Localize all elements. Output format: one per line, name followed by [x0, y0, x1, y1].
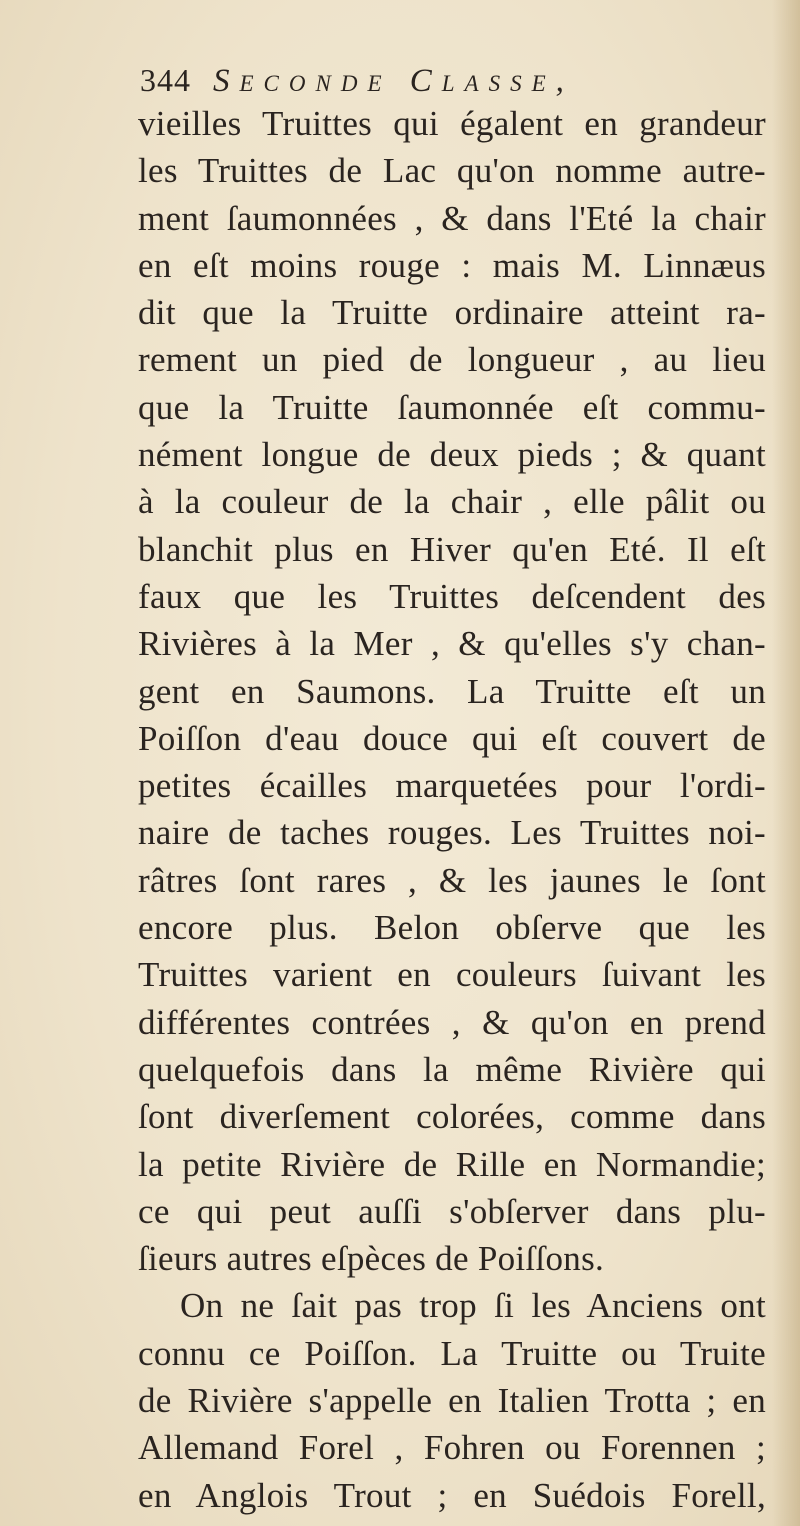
text-line: ce qui peut auſſi s'obſerver dans plu-	[138, 1191, 766, 1231]
text-line: ſieurs autres eſpèces de Poiſſons.	[138, 1239, 605, 1279]
text-line: différentes contrées , & qu'on en prend	[138, 1002, 766, 1042]
text-line: connu ce Poiſſon. La Truitte ou Truite	[138, 1333, 766, 1373]
text-line: encore plus. Belon obſerve que les	[138, 908, 766, 948]
text-line: Allemand Forel , Fohren ou Forennen ;	[138, 1428, 766, 1468]
body-text	[138, 100, 766, 1519]
text-line: que la Truitte ſaumonnée eſt commu-	[138, 387, 766, 427]
text-line: Rivières à la Mer , & qu'elles s'y chan-	[138, 624, 766, 664]
text-line: râtres ſont rares , & les jaunes le ſont	[138, 860, 766, 900]
text-line: nément longue de deux pieds ; & quant	[138, 435, 766, 475]
text-line: en eſt moins rouge : mais M. Linnæus	[138, 245, 766, 285]
text-line: naire de taches rouges. Les Truittes noi-	[138, 813, 766, 853]
text-line: petites écailles marquetées pour l'ordi-	[138, 766, 766, 806]
text-line: faux que les Truittes deſcendent des	[138, 576, 766, 616]
running-head: Seconde Classe,	[213, 63, 574, 99]
text-line: ſont diverſement colorées, comme dans	[138, 1097, 766, 1137]
text-line: blanchit plus en Hiver qu'en Eté. Il eſt	[138, 529, 766, 569]
page-number: 344	[140, 62, 191, 98]
text-line: Truittes varient en couleurs ſuivant les	[138, 955, 766, 995]
text-line: de Rivière s'appelle en Italien Trotta ; en	[138, 1381, 766, 1421]
page-edge-shadow	[772, 0, 800, 1526]
text-line: rement un pied de longueur , au lieu	[138, 340, 766, 380]
text-line: à la couleur de la chair , elle pâlit ou	[138, 482, 766, 522]
text-line: ment ſaumonnées , & dans l'Eté la chair	[138, 198, 766, 238]
text-line: gent en Saumons. La Truitte eſt un	[138, 671, 766, 711]
text-line: vieilles Truittes qui égalent en grandeur	[138, 104, 766, 143]
text-line: les Truittes de Lac qu'on nomme autre-	[138, 151, 766, 191]
text-line: Poiſſon d'eau douce qui eſt couvert de	[138, 718, 766, 758]
text-line: dit que la Truitte ordinaire atteint ra-	[138, 293, 766, 333]
text-line: la petite Rivière de Rille en Normandie;	[138, 1144, 766, 1184]
text-line: On ne ſait pas trop ſi les Anciens ont	[180, 1286, 766, 1326]
text-line: en Anglois Trout ; en Suédois Forell,	[138, 1475, 766, 1515]
text-line: quelquefois dans la même Rivière qui	[138, 1049, 766, 1089]
